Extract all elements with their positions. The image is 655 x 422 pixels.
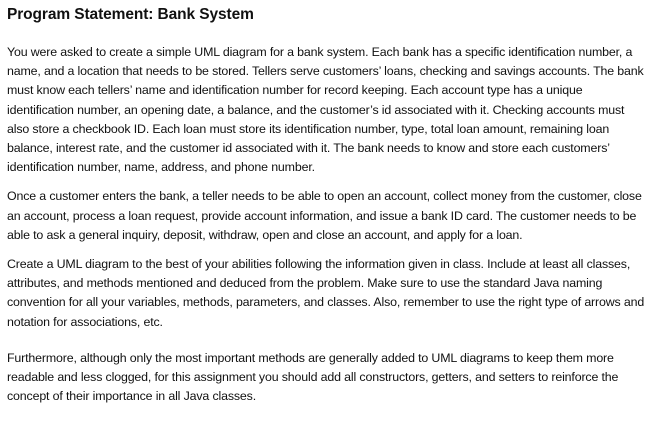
paragraph-operations: Once a customer enters the bank, a teller needs to be able to open an account, collect money from the customer, close an account, process a loan request, provide account information, and issue a bank ID card. The customer needs to be able to ask a general inquiry, deposit, withdraw, open and close an account, and apply for a loan.: [7, 189, 642, 242]
paragraph-constructors-note: Furthermore, although only the most important methods are generally added to UML diagrams to keep them more readable and less clogged, for this assignment you should add all constructors, getters, and setters to reinforce the concept of their importance in all Java classes.: [7, 350, 619, 404]
paragraph-requirements: You were asked to create a simple UML diagram for a bank system. Each bank has a specific identification number, a name, and a location that needs to be stored. Tellers serve customers’ loans, checking and savings accounts. The bank must know each tellers’ name and identification number for record keeping. Each account type has a unique identification number, an opening date, a balance, and the customer’s id associated with it. Checking accounts must also store a checkbook ID. Each loan must store its identification number, type, total loan amount, remaining loan balance, interest rate, and the customer id associated with it. The bank needs to know and store each customers’ identification number, name, address, and phone number.: [7, 45, 644, 175]
paragraph-instructions: Create a UML diagram to the best of your abilities following the information given in class. Include at least all classes, attributes, and methods mentioned and deduced from the problem. Make sure to use the standard Java naming convention for all your variables, methods, parameters, and classes. Also, remember to use the right type of arrows and notation for associations, etc.: [7, 257, 645, 329]
document-title: Program Statement: Bank System: [7, 6, 254, 23]
